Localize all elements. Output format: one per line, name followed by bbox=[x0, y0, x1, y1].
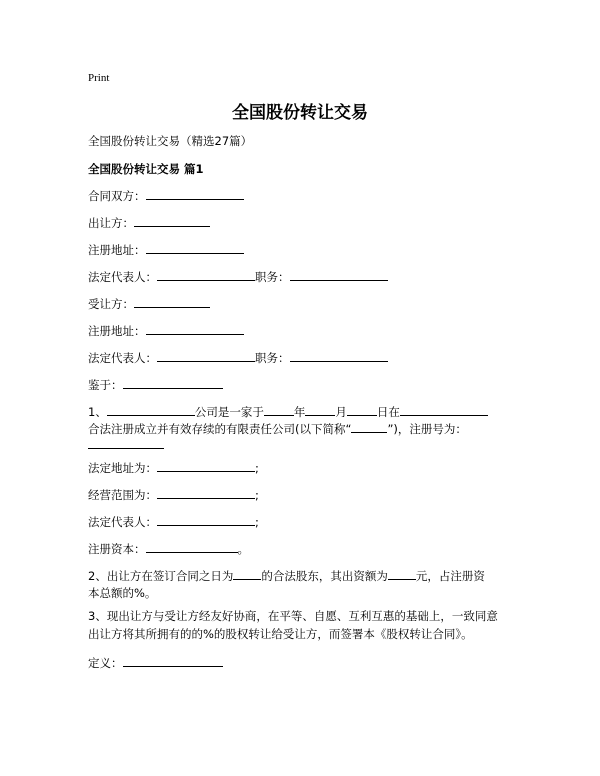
blank-line bbox=[290, 350, 388, 362]
blank-line bbox=[134, 215, 210, 227]
clause-2-line-1 bbox=[88, 568, 485, 584]
clause-text: 年 bbox=[293, 405, 306, 419]
clause-text: ”)，注册号为： bbox=[387, 422, 467, 436]
document-subtitle: 全国股份转让交易（精选27篇） bbox=[88, 134, 253, 148]
punctuation: 。 bbox=[237, 542, 249, 556]
print-label[interactable]: Print bbox=[88, 72, 110, 84]
field-business-scope bbox=[88, 487, 259, 503]
blank-line bbox=[157, 487, 255, 499]
blank-line bbox=[157, 350, 255, 362]
blank-line bbox=[146, 541, 238, 553]
blank-line bbox=[157, 460, 255, 472]
field-label: 注册资本： bbox=[88, 542, 146, 556]
field-label: 法定代表人： bbox=[88, 351, 157, 365]
clause-text: 2、出让方在签订合同之日为 bbox=[88, 569, 234, 583]
blank-line bbox=[88, 437, 164, 449]
field-transferee bbox=[88, 296, 210, 312]
clause-text: 月 bbox=[335, 405, 347, 419]
blank-line bbox=[290, 269, 388, 281]
blank-line bbox=[264, 404, 294, 416]
blank-line bbox=[351, 421, 387, 433]
field-label: 出让方： bbox=[88, 216, 134, 230]
field-reg-address-2 bbox=[88, 323, 244, 339]
clause-text: 的合法股东，其出资额为 bbox=[261, 569, 388, 583]
field-label: 职务： bbox=[255, 351, 290, 365]
punctuation: ; bbox=[255, 488, 259, 502]
punctuation: ; bbox=[255, 515, 259, 529]
field-whereas bbox=[88, 377, 223, 393]
clause-text: 日在 bbox=[376, 405, 400, 419]
field-registered-capital bbox=[88, 541, 249, 557]
field-legal-rep-2 bbox=[88, 350, 388, 366]
blank-line bbox=[157, 269, 255, 281]
field-label: 法定地址为： bbox=[88, 461, 157, 475]
field-definition bbox=[88, 655, 223, 671]
field-label: 定义： bbox=[88, 656, 123, 670]
blank-line bbox=[123, 377, 223, 389]
blank-line bbox=[388, 568, 416, 580]
clause-text: 公司是一家于 bbox=[194, 405, 264, 419]
field-reg-address-1 bbox=[88, 242, 244, 258]
field-parties bbox=[88, 188, 244, 204]
field-label: 注册地址： bbox=[88, 243, 146, 257]
section-heading: 全国股份转让交易 篇1 bbox=[88, 162, 204, 176]
field-label: 经营范围为： bbox=[88, 488, 157, 502]
blank-line bbox=[146, 188, 244, 200]
blank-line bbox=[305, 404, 335, 416]
clause-text: 1、 bbox=[88, 405, 107, 419]
blank-line bbox=[123, 655, 223, 667]
clause-1-line-1 bbox=[88, 404, 488, 420]
field-label: 受让方： bbox=[88, 297, 134, 311]
field-transferor bbox=[88, 215, 210, 231]
field-label: 职务： bbox=[255, 270, 290, 284]
blank-line bbox=[233, 568, 261, 580]
clause-text: 合法注册成立并有效存续的有限责任公司(以下简称“ bbox=[88, 422, 352, 436]
field-label: 法定代表人： bbox=[88, 270, 157, 284]
clause-2-line-2: 本总额的%。 bbox=[88, 586, 157, 600]
document-title: 全国股份转让交易 bbox=[232, 103, 368, 123]
blank-line bbox=[347, 404, 377, 416]
clause-3: 3、现出让方与受让方经友好协商，在平等、自愿、互利互惠的基础上，一致同意出让方将其所拥有的的%的股权转让给受让方，而签署本《股权转让合同》。 bbox=[88, 609, 498, 641]
blank-line bbox=[146, 242, 244, 254]
clause-1-line-3 bbox=[88, 437, 164, 452]
field-legal-rep-3 bbox=[88, 514, 259, 530]
blank-line bbox=[134, 296, 210, 308]
blank-line bbox=[157, 514, 255, 526]
punctuation: ; bbox=[255, 461, 259, 475]
field-label: 注册地址： bbox=[88, 324, 146, 338]
clause-text: 元，占注册资 bbox=[415, 569, 485, 583]
field-label: 合同双方： bbox=[88, 189, 146, 203]
blank-line bbox=[107, 404, 195, 416]
clause-1-line-2 bbox=[88, 421, 467, 437]
field-legal-address bbox=[88, 460, 259, 476]
blank-line bbox=[146, 323, 244, 335]
field-label: 法定代表人： bbox=[88, 515, 157, 529]
field-legal-rep-1 bbox=[88, 269, 388, 285]
field-label: 鉴于： bbox=[88, 378, 123, 392]
blank-line bbox=[400, 404, 488, 416]
